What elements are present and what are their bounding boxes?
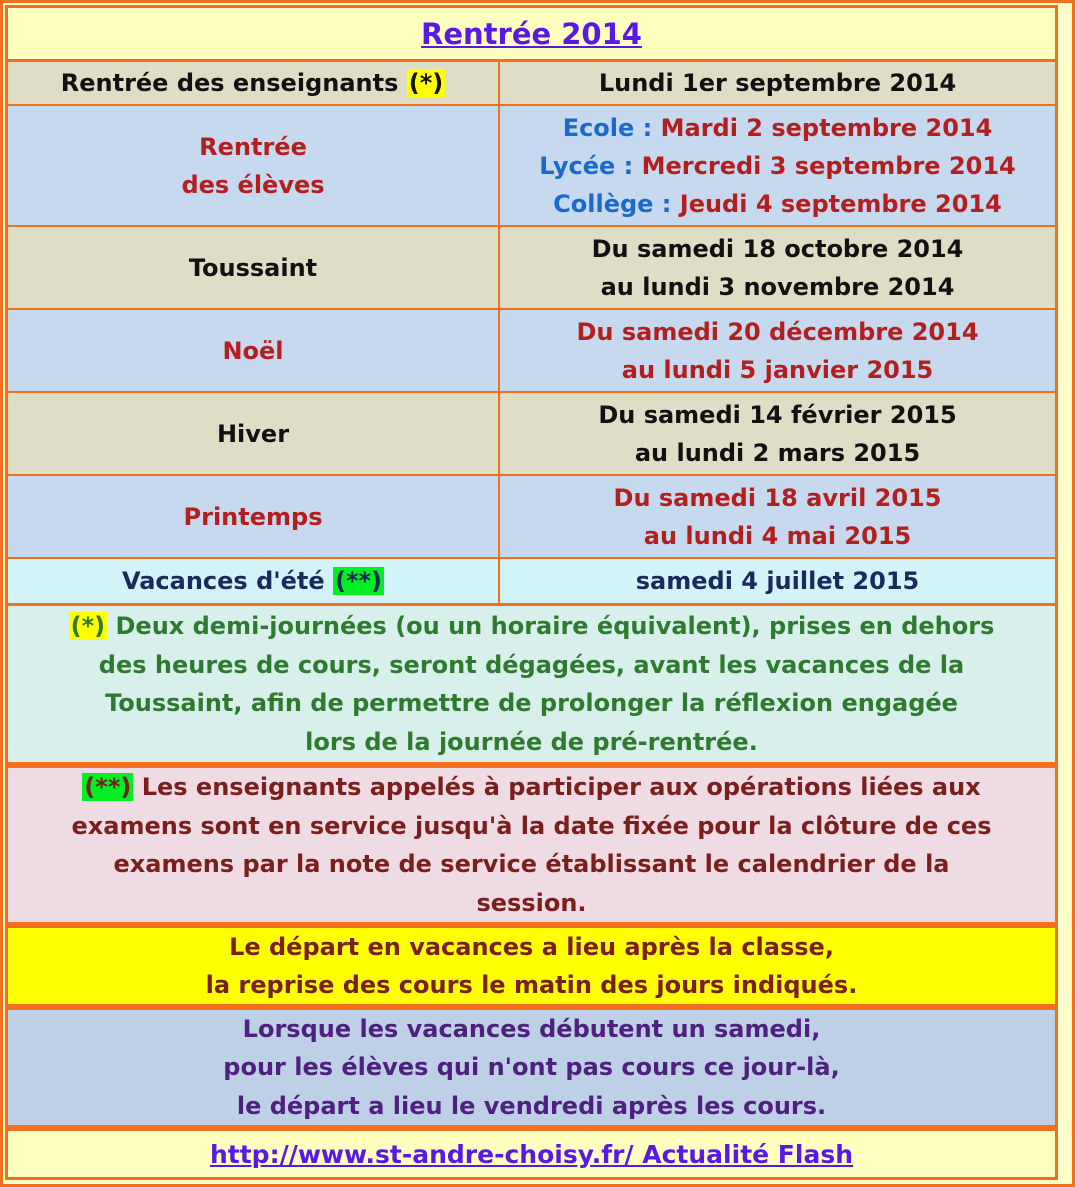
toussaint-label: Toussaint [188,253,318,282]
cell-eleves-dates [500,106,1055,225]
departure-note [5,925,1058,1007]
cell-enseignants-date [500,62,1055,104]
cell-toussaint-dates [500,227,1055,308]
footnote-1-line4: lors de la journée de pré-rentrée. [305,727,758,756]
hiver-label: Hiver [216,419,290,448]
departure-note-line2: la reprise des cours le matin des jours indiqués. [205,971,858,999]
college-date: Jeudi 4 septembre 2014 [679,189,1002,218]
college-line [553,185,1002,223]
ete-label-line [122,562,384,600]
footer-link-text: Actualité Flash [642,1139,853,1169]
departure-note-line1: Le départ en vacances a lieu après la classe, [229,932,834,961]
footnote-1-text1: Deux demi-journées (ou un horaire équivalent), prises en dehors [115,612,995,640]
footnote-marker-2: (**) [334,567,383,595]
ecole-line [563,109,993,147]
enseignants-label: Rentrée des enseignants [60,69,399,97]
footer-url: http://www.st-andre-choisy.fr/ [209,1139,634,1169]
page-title-link[interactable]: Rentrée 2014 [421,16,642,51]
printemps-line2: au lundi 4 mai 2015 [643,521,912,550]
toussaint-line1: Du samedi 18 octobre 2014 [591,234,964,263]
title-bar [5,5,1058,62]
footnote-2-marker: (**) [84,773,132,801]
footnote-1-line3: Toussaint, afin de permettre de prolonger la réflexion engagée [105,689,958,717]
saturday-note-line3: le départ a lieu le vendredi après les cours. [236,1091,827,1120]
saturday-note-line2: pour les élèves qui n'ont pas cours ce jour-là, [223,1053,840,1082]
printemps-line1: Du samedi 18 avril 2015 [613,483,942,512]
saturday-note [5,1007,1058,1128]
eleves-label-line2: des élèves [181,170,325,199]
hiver-line1: Du samedi 14 février 2015 [598,400,957,429]
enseignants-label-line [61,64,445,102]
footnote-2-line1 [82,768,980,807]
ete-label: Vacances d'été [121,567,325,595]
lycee-label: Lycée : [539,151,634,180]
footnote-1 [5,603,1058,765]
cell-noel-label [8,310,500,391]
footnote-1-marker: (*) [70,612,106,640]
footnote-2-line3: examens par la note de service établissant le calendrier de la [113,850,950,878]
cell-eleves-label [8,106,500,225]
noel-label: Noël [222,336,284,365]
cell-noel-dates [500,310,1055,391]
row-vacances-ete [8,559,1055,603]
cell-hiver-dates [500,393,1055,474]
noel-line2: au lundi 5 janvier 2015 [621,355,934,384]
eleves-label-line1: Rentrée [199,132,307,161]
ete-date: samedi 4 juillet 2015 [635,567,920,595]
footnote-2-text1: Les enseignants appelés à participer aux opérations liées aux [141,773,981,801]
row-noel [8,310,1055,393]
footnote-marker-1: (*) [408,69,444,97]
college-label: Collège : [553,189,672,218]
cell-ete-date [500,559,1055,603]
footnote-1-line1 [69,607,995,646]
cell-toussaint-label [8,227,500,308]
footnote-2-line4: session. [476,888,587,917]
row-rentree-enseignants [8,62,1055,106]
row-toussaint [8,227,1055,310]
cell-printemps-label [8,476,500,557]
toussaint-line2: au lundi 3 novembre 2014 [600,272,955,301]
lycee-line [539,147,1016,185]
enseignants-date: Lundi 1er septembre 2014 [598,69,957,97]
cell-ete-label [8,559,500,603]
cell-enseignants-label [8,62,500,104]
ecole-date: Mardi 2 septembre 2014 [660,113,993,142]
ecole-label: Ecole : [562,113,653,142]
row-rentree-eleves [8,106,1055,227]
footer-bar [5,1128,1058,1180]
row-hiver [8,393,1055,476]
cell-printemps-dates [500,476,1055,557]
saturday-note-line1: Lorsque les vacances débutent un samedi, [242,1014,821,1043]
cell-hiver-label [8,393,500,474]
noel-line1: Du samedi 20 décembre 2014 [576,317,979,346]
row-printemps [8,476,1055,559]
footer-link[interactable] [210,1140,853,1169]
hiver-line2: au lundi 2 mars 2015 [634,438,921,467]
printemps-label: Printemps [183,502,323,531]
lycee-date: Mercredi 3 septembre 2014 [641,151,1016,180]
footnote-2 [5,765,1058,925]
footnote-1-line2: des heures de cours, seront dégagées, avant les vacances de la [98,650,965,679]
calendar-table [5,62,1058,603]
footnote-2-line2: examens sont en service jusqu'à la date fixée pour la clôture de ces [71,811,992,840]
